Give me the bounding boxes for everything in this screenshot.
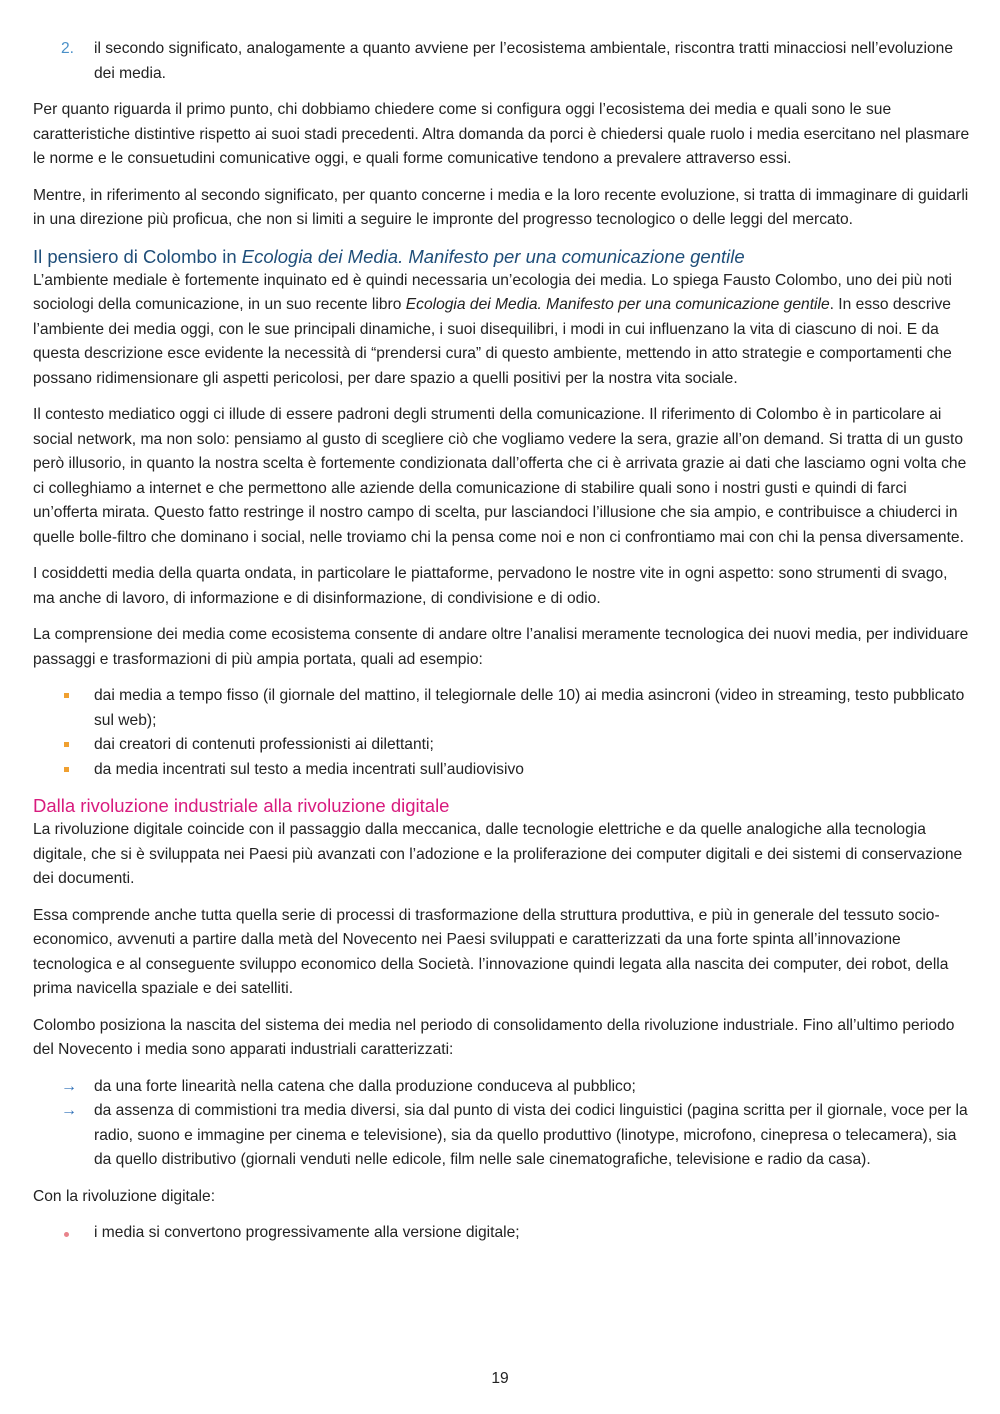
paragraph: Con la rivoluzione digitale:	[33, 1187, 216, 1205]
heading-plain: Il pensiero di Colombo in	[33, 245, 242, 267]
paragraph-text: . In esso descrive l’ambiente dei media oggi, con le sue principali dinamiche, i suoi disequilibri, i modi in cui influenzano la vita di ciascuno di noi. E da questa descrizione esce evidente la necessità di “prendersi cura” di questo ambiente, mettendo in atto strategie e comportamenti che possano ridimensionare gli aspetti pericolosi, per dare spazio a quelli positivi per la nostra vita sociale.	[33, 296, 952, 387]
list-item-text: da assenza di commistioni tra media diversi, sia dal punto di vista dei codici linguistici (pagina scritta per il giornale, voce per la radio, suono e immagine per cinema e televisione), sia da quello produttivo (linotype, microfono, cinepresa o telecamera), sia da quello distributivo (giornali venduti nelle edicole, film nelle sale cinematografiche, televisione e radio da casa).	[94, 1102, 968, 1168]
list-item	[33, 733, 971, 758]
list-item-text: da una forte linearità nella catena che dalla produzione conduceva al pubblico;	[94, 1077, 636, 1095]
page-content	[33, 37, 971, 1246]
arrow-right-icon: →	[61, 1077, 77, 1095]
paragraph: Colombo posiziona la nascita del sistema dei media nel periodo di consolidamento della rivoluzione industriale. Fino all’ultimo periodo del Novecento i media sono apparati industriali caratterizzati:	[33, 1016, 955, 1058]
list-item	[33, 1221, 971, 1246]
paragraph: Per quanto riguarda il primo punto, chi dobbiamo chiedere come si configura oggi l’ecosistema dei media e quali sono le sue caratteristiche distintive rispetto ai suoi stadi precedenti. Altra domanda da porci è chiedersi quale ruolo i media esercitano nel plasmare le norme e le consuetudini comunicative oggi, e quali forme comunicative tendono a prevalere attraverso essi.	[33, 101, 970, 167]
book-title: Ecologia dei Media. Manifesto per una comunicazione gentile	[405, 296, 830, 313]
list-item-text: il secondo significato, analogamente a quanto avviene per l’ecosistema ambientale, riscontra tratti minacciosi nell’evoluzione dei media.	[94, 40, 953, 82]
section-heading-rivoluzione: Dalla rivoluzione industriale alla rivoluzione digitale	[33, 795, 450, 816]
square-bullet-icon	[64, 693, 69, 698]
list-item-text: dai media a tempo fisso (il giornale del mattino, il telegiornale delle 10) ai media asincroni (video in streaming, testo pubblicato sul web);	[94, 687, 965, 729]
paragraph: Il contesto mediatico oggi ci illude di essere padroni degli strumenti della comunicazione. Il riferimento di Colombo è in particolare ai social network, ma non solo: pensiamo al gusto di scegliere ciò che vogliamo vedere la sera, grazie all’on demand. Si tratta di un gusto però illusorio, in quanto la nostra scelta è fortemente condizionata dall’offerta che ci è arrivata grazie ai dati che lasciamo ogni volta che ci colleghiamo a internet e che permettono alle aziende della comunicazione di stabilire quali sono i nostri gusti e quindi di farci un’offerta mirata. Questo fatto restringe il nostro campo di scelta, pur lasciandoci l’illusione che sia ampio, e contribuisce a chiuderci in quelle bolle-filtro che dominano i social, nelle troviamo chi la pensa come noi e non ci confrontiamo mai con chi la pensa diversamente.	[33, 406, 967, 546]
list-item	[33, 1099, 971, 1173]
list-item	[33, 684, 971, 733]
page-number: 19	[491, 1370, 509, 1387]
paragraph-text: L’ambiente mediale è fortemente inquinato ed è quindi necessaria un’ecologia dei media. Lo spiega Fausto Colombo, uno dei più noti sociologi della comunicazione, in un suo recente libro	[33, 271, 952, 313]
paragraph: Essa comprende anche tutta quella serie di processi di trasformazione della struttura produttiva, e più in generale del tessuto socio-economico, avvenuti a partire dalla metà del Novecento nei Paesi sviluppati e caratterizzati da una forte spinta all’innovazione tecnologica e al conseguente sviluppo economico della Società. l’innovazione quindi legata alla nascita dei computer, dei robot, della prima navicella spaziale e dei satelliti.	[33, 906, 949, 997]
section-heading-colombo	[33, 245, 971, 269]
list-item	[33, 37, 971, 86]
paragraph: I cosiddetti media della quarta ondata, in particolare le piattaforme, pervadono le nostre vite in ogni aspetto: sono strumenti di svago, ma anche di lavoro, di informazione e di disinformazione, di condivisione e di odio.	[33, 565, 948, 607]
arrow-bullet-list	[33, 1075, 971, 1173]
square-bullet-icon	[64, 742, 69, 747]
list-number: 2.	[61, 40, 75, 57]
list-item-text: da media incentrati sul testo a media incentrati sull’audiovisivo	[94, 760, 524, 778]
dot-bullet-list	[33, 1221, 971, 1246]
heading-book-title: Ecologia dei Media. Manifesto per una comunicazione gentile	[241, 245, 745, 267]
list-item-text: i media si convertono progressivamente alla versione digitale;	[94, 1224, 520, 1241]
paragraph	[33, 269, 971, 392]
list-item-text: dai creatori di contenuti professionisti ai dilettanti;	[94, 736, 434, 753]
list-item	[33, 1075, 971, 1100]
square-bullet-list	[33, 684, 971, 782]
paragraph: La comprensione dei media come ecosistema consente di andare oltre l’analisi meramente tecnologica dei nuovi media, per individuare passaggi e trasformazioni di più ampia portata, quali ad esempio:	[33, 626, 969, 668]
list-item	[33, 758, 971, 783]
dot-bullet-icon	[64, 1232, 69, 1237]
paragraph: La rivoluzione digitale coincide con il passaggio dalla meccanica, dalle tecnologie elettriche e da quelle analogiche alla tecnologia digitale, che si è sviluppata nei Paesi più avanzati con l’adozione e la proliferazione dei computer digitali e dei sistemi di conservazione dei documenti.	[33, 821, 963, 887]
intro-numbered-list	[33, 37, 971, 86]
square-bullet-icon	[64, 767, 69, 772]
paragraph: Mentre, in riferimento al secondo significato, per quanto concerne i media e la loro recente evoluzione, si tratta di immaginare di guidarli in una direzione più proficua, che non si limiti a seguire le impronte del progresso tecnologico o delle leggi del mercato.	[33, 186, 969, 228]
arrow-right-icon: →	[61, 1102, 77, 1119]
